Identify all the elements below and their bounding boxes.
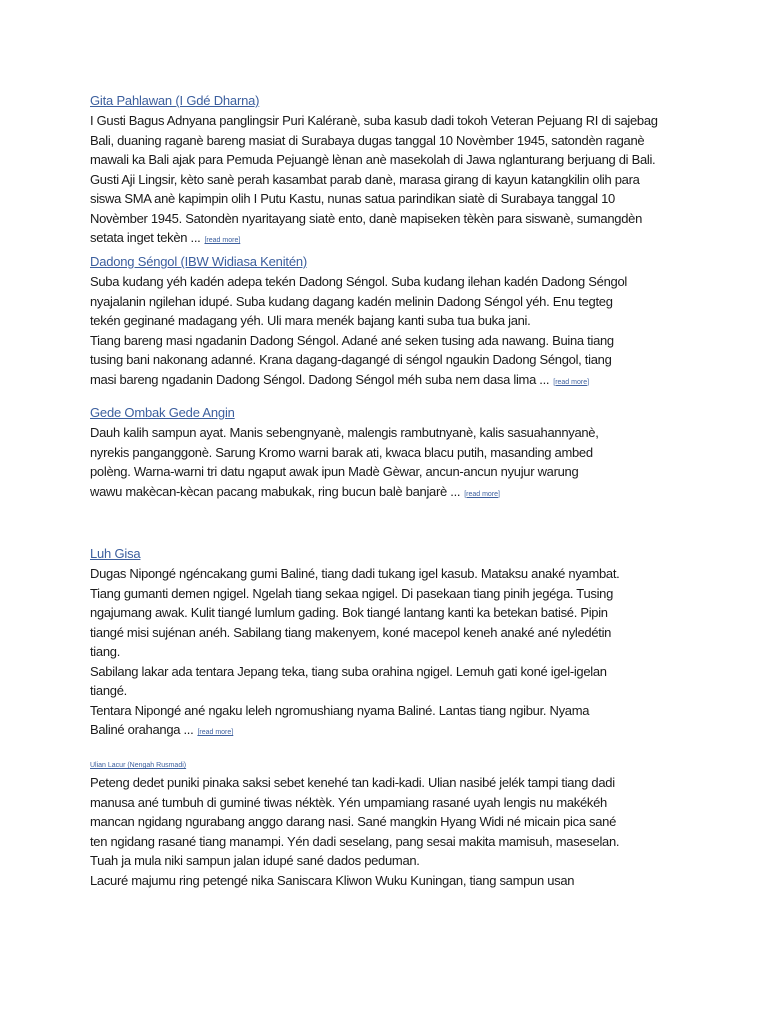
excerpt-text: Baliné orahanga ... [90, 722, 194, 737]
article-title-link[interactable]: Ulian Lacur (Nengah Rusmadi) [90, 762, 187, 769]
excerpt-line-last [90, 720, 690, 740]
excerpt-line: Lacuré majumu ring petengé nika Saniscara Kliwon Wuku Kuningan, tiang sampun usan [90, 872, 575, 888]
excerpt-line: Peteng dedet puniki pinaka saksi sebet kenehé tan kadi-kadi. Ulian nasibé jelék tampi tiang dadi [90, 775, 615, 790]
excerpt-line: Tuah ja mula niki sampun jalan idupé sané dados peduman. [90, 853, 420, 868]
excerpt-text: wawu makècan-kècan pacang mabukak, ring bucun balè banjarè ... [90, 483, 461, 499]
article-title-link[interactable]: Gita Pahlawan (I Gdé Dharna) [90, 93, 260, 108]
article-dadong-sengol [90, 252, 690, 389]
article-excerpt [90, 423, 690, 501]
excerpt-line: nyajalanin ngilehan idupé. Suba kudang dagang kadén melinin Dadong Séngol yéh. Enu tegteg [90, 293, 613, 309]
excerpt-line: Novèmber 1945. Satondèn nyaritayang siatè ento, danè mapiseken tèkèn para siswanè, sumangdèn [90, 210, 642, 226]
excerpt-line: nyrekis panganggonè. Sarung Kromo warni barak ati, kwaca blacu putih, masanding ambed [90, 444, 593, 460]
excerpt-line: ngajumang awak. Kulit tiangé lumlum gading. Bok tiangé lantang kanti ka betekan batisé. Pipin [90, 605, 608, 620]
excerpt-line: Bali, duaning raganè bareng masiat di Surabaya dugas tanggal 10 Novèmber 1945, satondèn raganè [90, 132, 645, 148]
excerpt-line: siswa SMA anè kapimpin olih I Putu Kastu, nunas satua parindikan siatè di Surabaya tanggal 10 [90, 191, 615, 206]
read-more-link[interactable]: [read more] [197, 729, 234, 736]
excerpt-text: setata inget tekèn ... [90, 230, 201, 245]
excerpt-line: Suba kudang yéh kadén adepa tekén Dadong Séngol. Suba kudang ilehan kadén Dadong Séngol [90, 274, 627, 289]
article-excerpt [90, 773, 690, 890]
article-title-link[interactable]: Luh Gisa [90, 546, 141, 561]
excerpt-line: tekén geginané madagang yéh. Uli mara menék bajang kanti suba tua buka jani. [90, 313, 531, 328]
article-excerpt [90, 272, 690, 389]
excerpt-line: I Gusti Bagus Adnyana panglingsir Puri Kaléranè, suba kasub dadi tokoh Veteran Pejuang RI di sajebag [90, 113, 658, 128]
read-more-link[interactable]: [read more] [204, 237, 241, 244]
article-title-link[interactable]: Gede Ombak Gede Angin [90, 405, 235, 420]
excerpt-line: Dauh kalih sampun ayat. Manis sebengnyanè, malengis rambutnyanè, kalis sasuahannyanè, [90, 425, 599, 440]
excerpt-line: mancan ngidang ngurabang anggo darang nasi. Sané mangkin Hyang Widi né micain pica sané [90, 814, 617, 829]
article-ulian-lacur [90, 754, 690, 890]
read-more-link[interactable]: [read more] [464, 490, 500, 498]
excerpt-line: tusing bani nakonang adanné. Krana dagang-dagangé di séngol ngaukin Dadong Séngol, tiang [90, 352, 612, 367]
excerpt-line: ten ngidang rasané tiang manampi. Yén dadi seselang, pang sesai makita mamisuh, maseselan. [90, 833, 620, 849]
excerpt-line: Tentara Nipongé ané ngaku leleh ngromushiang nyama Baliné. Lantas tiang ngibur. Nyama [90, 702, 590, 718]
excerpt-line: tiang. [90, 644, 121, 659]
article-excerpt [90, 564, 690, 740]
excerpt-line: Tiang bareng masi ngadanin Dadong Séngol. Adané ané seken tusing ada nawang. Buina tiang [90, 332, 614, 348]
article-title-link[interactable]: Dadong Séngol (IBW Widiasa Kenitén) [90, 254, 308, 269]
article-excerpt [90, 111, 690, 248]
excerpt-line-last [90, 482, 690, 502]
read-more-link[interactable]: [read more] [553, 378, 590, 386]
excerpt-line: Tiang gumanti demen ngigel. Ngelah tiang sekaa ngigel. Di pasekaan tiang pinih jegéga. Tusing [90, 585, 614, 601]
excerpt-line: Gusti Aji Lingsir, kèto sanè perah kasambat parab danè, marasa girang di kayun katangkilin olih para [90, 171, 640, 187]
excerpt-line: tiangé. [90, 683, 127, 698]
excerpt-line-last [90, 228, 690, 248]
excerpt-line-last [90, 370, 690, 390]
article-gita-pahlawan [90, 91, 690, 248]
excerpt-text: masi bareng ngadanin Dadong Séngol. Dadong Séngol méh suba nem dasa lima ... [90, 371, 550, 387]
excerpt-line: polèng. Warna-warni tri datu ngaput awak ipun Madè Gèwar, ancun-ancun nyujur warung [90, 464, 579, 479]
excerpt-line: Dugas Nipongé ngéncakang gumi Baliné, tiang dadi tukang igel kasub. Mataksu anaké nyambat. [90, 566, 620, 581]
excerpt-line: tiangé misi sujénan anéh. Sabilang tiang makenyem, koné macepol keneh anaké ané nyledétin [90, 624, 612, 640]
excerpt-line: mawali ka Bali ajak para Pemuda Pejuangè lènan anè masekolah di Jawa nglanturang berjuang di Bali. [90, 152, 656, 167]
excerpt-line: manusa ané tumbuh di guminé tiwas néktèk. Yén umpamiang rasané uyah lengis nu makékéh [90, 794, 607, 810]
article-luh-gisa [90, 544, 690, 740]
excerpt-line: Sabilang lakar ada tentara Jepang teka, tiang suba orahina ngigel. Lemuh gati koné igel-igelan [90, 663, 607, 679]
article-gede-ombak-gede-angin [90, 403, 690, 501]
